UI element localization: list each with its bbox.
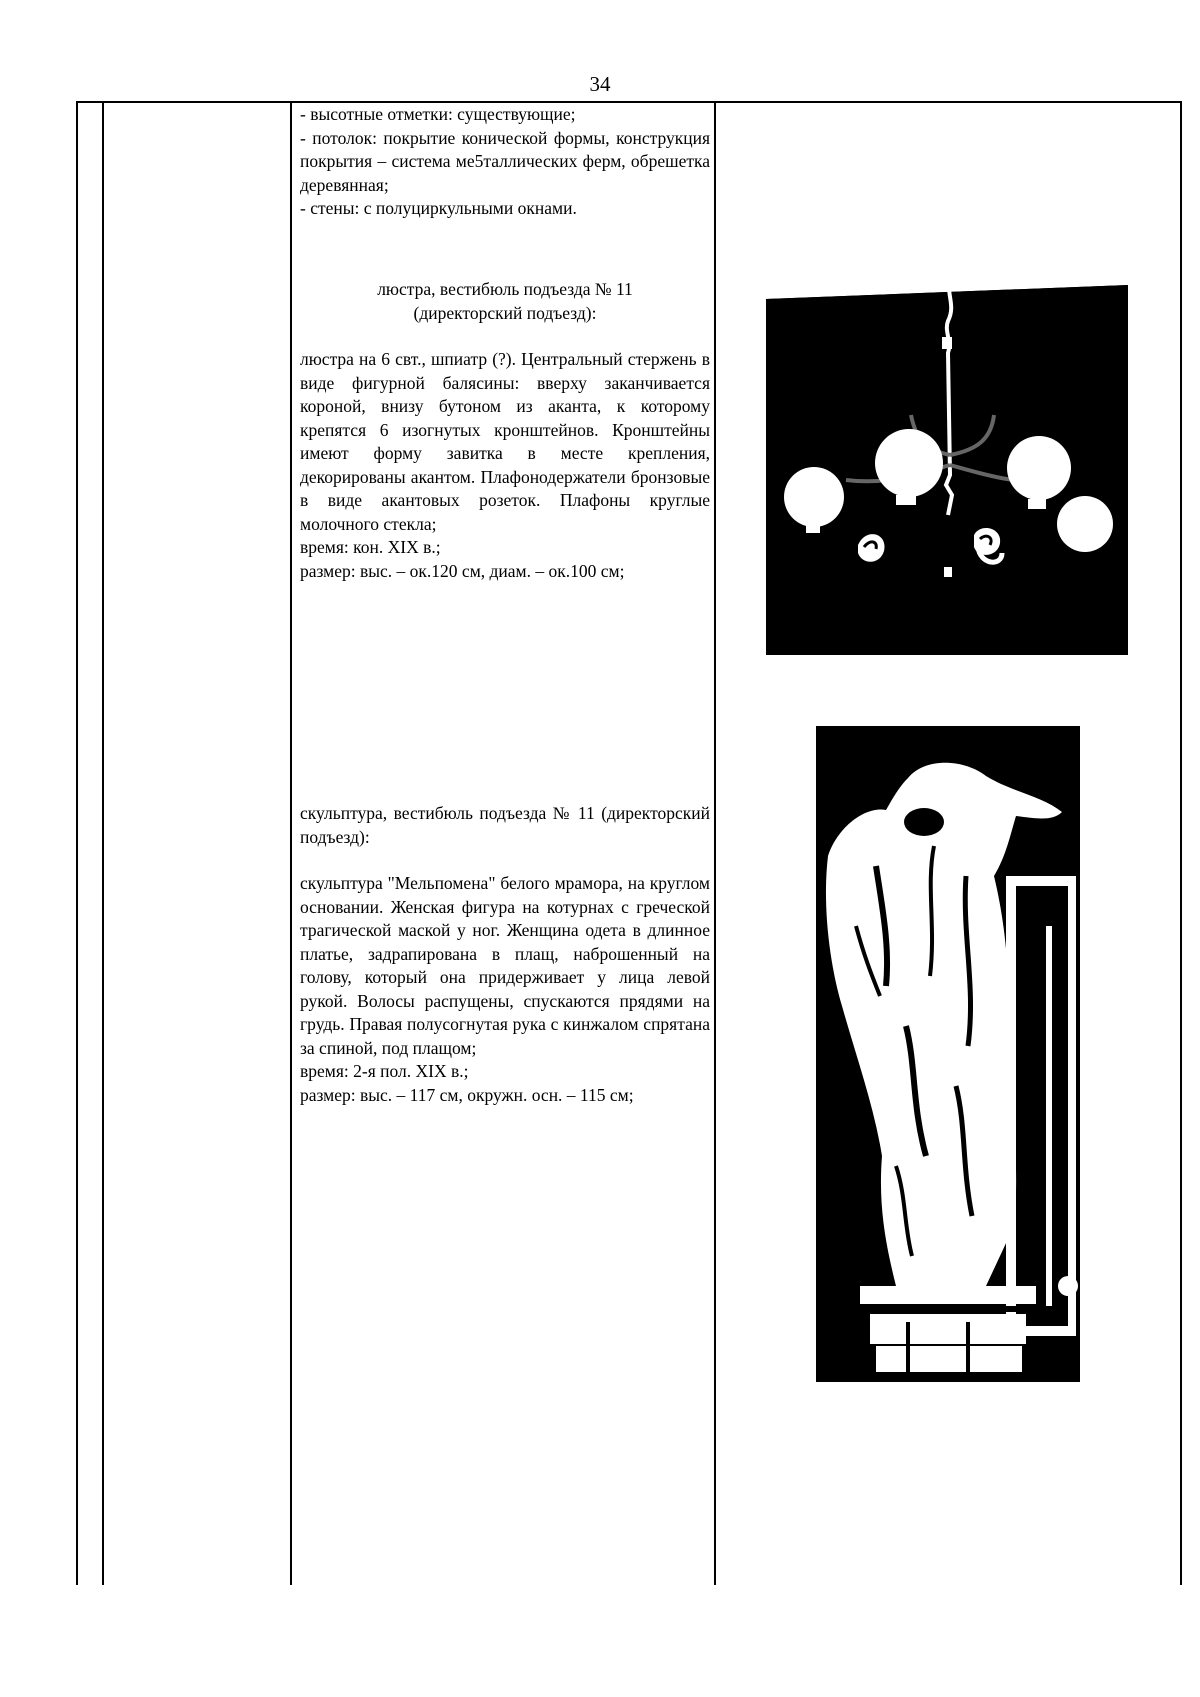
text-line: - высотные отметки: существующие; [300,104,576,124]
column-divider-2 [290,101,292,1585]
text-line: - стены: с полуциркульными окнами. [300,198,577,218]
text-line: - потолок: покрытие конической формы, конструкция покрытия – система ме5таллических ферм, обрешетка деревянная; [300,127,710,195]
item-size: размер: выс. – ок.120 см, диам. – ок.100 см; [300,560,625,581]
column-divider-3 [714,101,716,1585]
item-description: скульптура "Мельпомена" белого мрамора, на круглом основании. Женская фигура на котурнах с греческой трагической маской у ног. Женщина одета в длинное платье, задрапирована в плащ, наброшенный на голову, который она придерживает у лица левой рукой. Волосы распущены, спускаются прядями на грудь. Правая полусогнутая рука с кинжалом спрятана за спиной, под плащом; [300,873,710,1058]
chandelier-image [766,275,1128,655]
item-chandelier [300,278,710,583]
item-title-sub: (директорский подъезд): [413,302,597,323]
page-number: 34 [589,72,611,96]
column-divider-1 [102,101,104,1585]
table-left-border [76,101,78,1585]
table-right-border [1180,101,1182,1585]
item-sculpture [300,802,710,1107]
sculpture-image [816,726,1080,1382]
item-title: люстра, вестибюль подъезда № 11 [377,279,633,299]
sculpture-photo [816,726,1080,1382]
item-description: люстра на 6 свт., шпиатр (?). Центральный стержень в виде фигурной балясины: вверху заканчивается короной, внизу бутоном из аканта, к которому крепятся 6 изогнутых кронштейнов. Кронштейны имеют форму завитка в месте крепления, декорированы акантом. Плафонодержатели бронзовые в виде акантовых розеток. Плафоны круглые молочного стекла; [300,349,710,534]
item-size: размер: выс. – 117 см, окружн. осн. – 115 см; [300,1084,634,1105]
block-characteristics [300,103,710,221]
item-title: скульптура, вестибюль подъезда № 11 (директорский подъезд): [300,803,710,847]
item-time: время: кон. XIX в.; [300,537,441,557]
chandelier-photo [766,275,1128,655]
item-time: время: 2-я пол. XIX в.; [300,1061,469,1081]
